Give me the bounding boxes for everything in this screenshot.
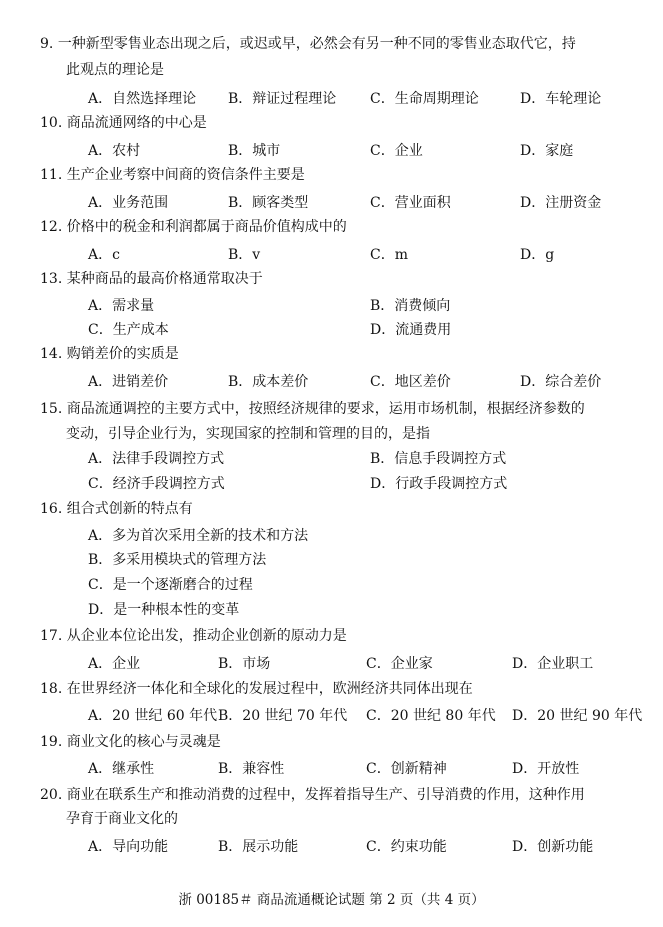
question-number: 13. [40,271,63,287]
question-15-option-b: B．信息手段调控方式 [370,451,507,467]
question-16-option-b: B．多采用模块式的管理方法 [88,552,267,568]
question-text: 商业文化的核心与灵魂是 [66,734,221,750]
question-16-option-c: C．是一个逐渐磨合的过程 [88,577,253,593]
question-13-option-c: C．生产成本 [88,322,169,338]
question-12-option-c: C．m [370,247,408,263]
question-9-line-2: 此观点的理论是 [66,62,164,78]
question-20-option-a: A．导向功能 [88,839,169,855]
question-16-line-1 [40,499,193,519]
question-19-option-d: D．开放性 [512,761,580,777]
question-text: 生产企业考察中间商的资信条件主要是 [66,167,305,183]
question-18-option-d: D．20 世纪 90 年代 [512,708,643,724]
question-text: 从企业本位论出发，推动企业创新的原动力是 [66,628,347,644]
question-text: 商品流通网络的中心是 [66,115,207,131]
question-15-option-d: D．行政手段调控方式 [370,476,508,492]
question-14-option-d: D．综合差价 [520,374,602,390]
question-17-line-1 [40,626,347,646]
question-11-line-1 [40,165,305,185]
question-12-option-a: A．c [88,247,120,263]
question-11-option-b: B．顾客类型 [228,195,309,211]
question-number: 11. [40,167,63,183]
question-19-option-c: C．创新精神 [366,761,447,777]
question-15-line-1 [40,399,585,419]
question-13-option-b: B．消费倾向 [370,298,451,314]
question-18-line-1 [40,679,473,699]
question-15-line-2: 变动，引导企业行为，实现国家的控制和管理的目的，是指 [66,426,430,442]
question-15-option-a: A．法律手段调控方式 [88,451,225,467]
question-9-line-1 [40,34,576,54]
question-13-line-1 [40,269,263,289]
question-text: 在世界经济一体化和全球化的发展过程中，欧洲经济共同体出现在 [66,681,473,697]
question-10-line-1 [40,113,207,133]
question-19-option-a: A．继承性 [88,761,155,777]
question-text: 某种商品的最高价格通常取决于 [66,271,263,287]
question-11-option-a: A．业务范围 [88,195,169,211]
question-20-line-2: 孕育于商业文化的 [66,811,178,827]
question-11-option-d: D．注册资金 [520,195,602,211]
question-17-option-d: D．企业职工 [512,656,594,672]
question-19-option-b: B．兼容性 [218,761,285,777]
question-9-option-b: B．辩证过程理论 [228,91,337,107]
question-10-option-d: D．家庭 [520,143,574,159]
question-text: 购销差价的实质是 [66,346,179,362]
question-14-line-1 [40,344,179,364]
question-text: 商品流通调控的主要方式中，按照经济规律的要求，运用市场机制，根据经济参数的 [66,401,585,417]
question-12-line-1 [40,217,347,237]
question-13-option-d: D．流通费用 [370,322,452,338]
question-number: 19. [40,734,63,750]
question-10-option-c: C．企业 [370,143,423,159]
question-11-option-c: C．营业面积 [370,195,451,211]
question-17-option-c: C．企业家 [366,656,433,672]
question-14-option-b: B．成本差价 [228,374,309,390]
question-16-option-a: A．多为首次采用全新的技术和方法 [88,528,309,544]
question-12-option-b: B．v [228,247,261,263]
question-12-option-d: D．g [520,247,555,263]
question-13-option-a: A．需求量 [88,298,155,314]
question-number: 10. [40,115,63,131]
question-16-option-d: D．是一种根本性的变革 [88,602,240,618]
question-17-option-b: B．市场 [218,656,271,672]
question-9-option-d: D．车轮理论 [520,91,602,107]
question-9-option-a: A．自然选择理论 [88,91,197,107]
question-10-option-a: A．农村 [88,143,141,159]
question-14-option-a: A．进销差价 [88,374,169,390]
question-number: 17. [40,628,63,644]
question-text: 价格中的税金和利润都属于商品价值构成中的 [66,219,347,235]
question-number: 16. [40,501,63,517]
question-10-option-b: B．城市 [228,143,281,159]
question-14-option-c: C．地区差价 [370,374,451,390]
question-20-option-d: D．创新功能 [512,839,594,855]
question-20-line-1 [40,785,585,805]
page-footer: 浙 00185＃ 商品流通概论试题 第 2 页（共 4 页） [178,892,485,908]
question-18-option-c: C．20 世纪 80 年代 [366,708,496,724]
question-17-option-a: A．企业 [88,656,141,672]
question-number: 15. [40,401,63,417]
question-18-option-b: B．20 世纪 70 年代 [218,708,348,724]
question-20-option-c: C．约束功能 [366,839,447,855]
question-number: 14. [40,346,63,362]
question-text: 商业在联系生产和推动消费的过程中，发挥着指导生产、引导消费的作用，这种作用 [66,787,585,803]
question-number: 18. [40,681,63,697]
question-number: 9. [40,36,54,52]
question-9-option-c: C．生命周期理论 [370,91,479,107]
question-18-option-a: A．20 世纪 60 年代 [88,708,218,724]
question-20-option-b: B．展示功能 [218,839,299,855]
question-number: 20. [40,787,63,803]
question-number: 12. [40,219,63,235]
question-15-option-c: C．经济手段调控方式 [88,476,225,492]
question-19-line-1 [40,732,221,752]
question-text: 一种新型零售业态出现之后，或迟或早，必然会有另一种不同的零售业态取代它，持 [57,36,576,52]
question-text: 组合式创新的特点有 [66,501,193,517]
